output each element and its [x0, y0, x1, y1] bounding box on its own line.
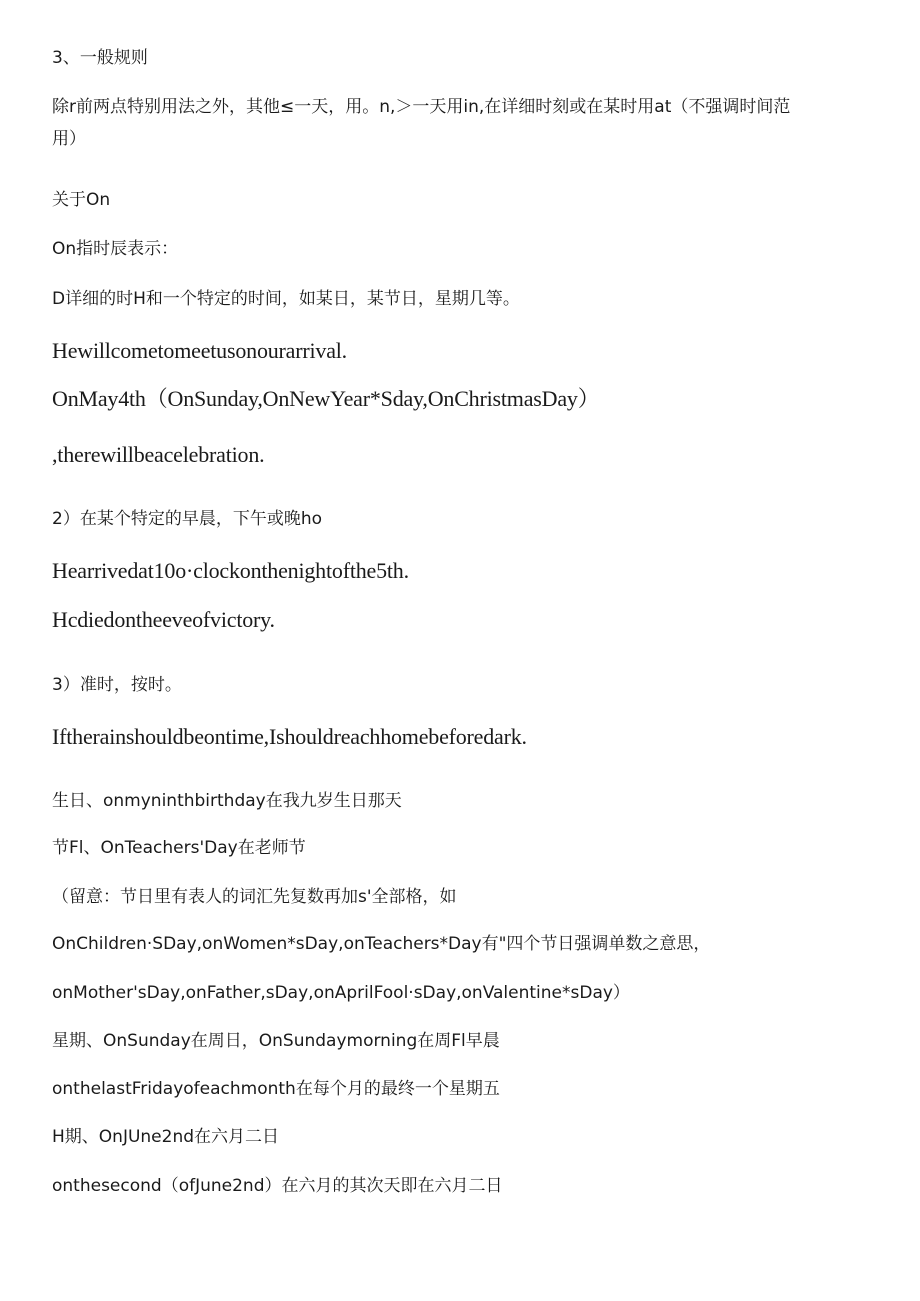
rule-text: 除r前两点特别用法之外，其他≤一天，用。n,＞一天用in,在详细时刻或在某时用at（不强调时间范 [52, 97, 791, 117]
example-sentence: Hewillcometomeetusonourarrival. [52, 338, 347, 363]
festival-examples: onMother'sDay,onFather,sDay,onAprilFool·sDay,onValentine*sDay） [52, 983, 630, 1003]
usage-weekday: 星期、OnSunday在周日，OnSundaymorning在周Fl早晨 [52, 1031, 500, 1051]
usage-date-example: onthesecond（ofJune2nd）在六月的其次天即在六月二日 [52, 1176, 503, 1196]
example-sentence: Iftherainshouldbeontime,Ishouldreachhomebeforedark. [52, 724, 527, 749]
example-sentence: ,therewillbeacelebration. [52, 442, 265, 467]
subheading-on: 关于On [52, 190, 111, 210]
section-heading: 3、一般规则 [52, 48, 148, 68]
example-sentence: Hcdiedontheeveofvictory. [52, 607, 275, 632]
point-3: 3）准时，按时。 [52, 675, 182, 695]
example-sentence: OnMay4th（OnSunday,OnNewYear*Sday,OnChristmasDay） [52, 386, 600, 411]
point-2: 2）在某个特定的早晨，下午或晚ho [52, 509, 322, 529]
point-1: D详细的时H和一个特定的时间，如某日，某节日，星期几等。 [52, 289, 520, 309]
usage-date: H期、OnJUne2nd在六月二日 [52, 1127, 280, 1147]
example-sentence: Hearrivedat10o·clockonthenightofthe5th. [52, 558, 409, 583]
festival-examples: OnChildren·SDay,onWomen*sDay,onTeachers*Day有"四个节日强调单数之意思， [52, 934, 711, 954]
note-line: （留意：节日里有表人的词汇先复数再加s'全部格，如 [52, 887, 457, 907]
usage-birthday: 生日、onmyninthbirthday在我九岁生日那天 [52, 791, 402, 811]
usage-festival: 节Fl、OnTeachers'Day在老师节 [52, 838, 306, 858]
text-line: On指时辰表示： [52, 239, 179, 259]
rule-paragraph [52, 91, 867, 156]
usage-weekday-example: onthelastFridayofeachmonth在每个月的最终一个星期五 [52, 1079, 500, 1099]
rule-text-end: 用） [52, 129, 86, 150]
